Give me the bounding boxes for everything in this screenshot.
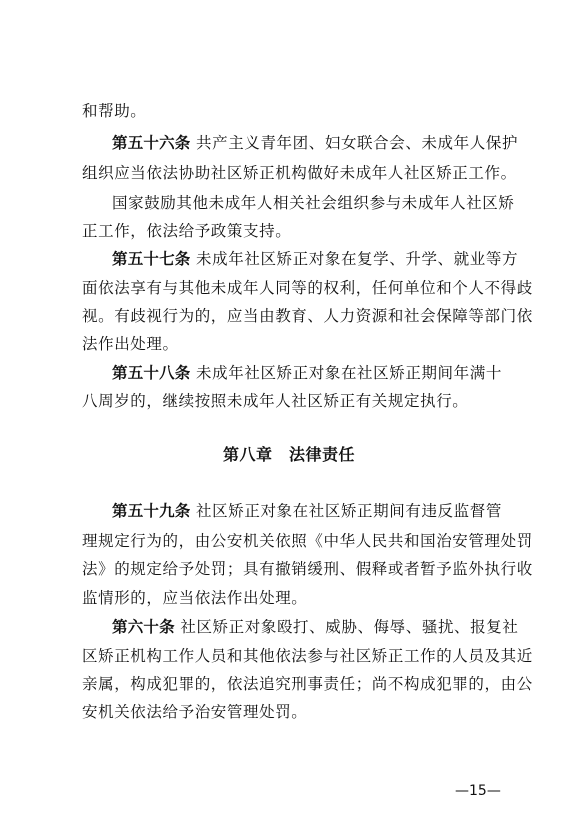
article-title: 第六十条	[112, 618, 175, 636]
article-56-line	[112, 133, 519, 153]
text-line: 和帮助。	[82, 102, 147, 120]
text-line: 面依法享有与其他未成年人同等的权利，任何单位和个人不得歧	[82, 279, 533, 297]
chapter-heading: 第八章 法律责任	[222, 445, 355, 464]
article-title: 第五十九条	[112, 502, 191, 520]
text-line: 法作出处理。	[82, 335, 179, 353]
text-line: 监情形的，应当依法作出处理。	[82, 589, 308, 607]
text-line: 安机关依法给予治安管理处罚。	[82, 703, 308, 721]
article-text: 社区矫正对象殴打、威胁、侮辱、骚扰、报复社	[180, 618, 519, 636]
article-title: 第五十六条	[112, 134, 191, 152]
text-line: 组织应当依法协助社区矫正机构做好未成年人社区矫正工作。	[82, 164, 517, 182]
article-text: 社区矫正对象在社区矫正期间有违反监督管	[196, 502, 502, 520]
article-58-line	[112, 363, 502, 383]
text-line: 八周岁的，继续按照未成年人社区矫正有关规定执行。	[82, 392, 469, 410]
article-text: 未成年社区矫正对象在社区矫正期间年满十	[196, 364, 502, 382]
article-title: 第五十八条	[112, 364, 191, 382]
text-line: 区矫正机构工作人员和其他依法参与社区矫正工作的人员及其近	[82, 647, 533, 665]
text-line: 法》的规定给予处罚；具有撤销缓刑、假释或者暂予监外执行收	[82, 560, 533, 578]
article-57-line	[112, 249, 519, 269]
text-line: 视。有歧视行为的，应当由教育、人力资源和社会保障等部门依	[82, 307, 533, 325]
text-line: 正工作，依法给予政策支持。	[82, 222, 292, 240]
article-59-line	[112, 501, 502, 521]
article-title: 第五十七条	[112, 250, 191, 268]
text-line: 理规定行为的，由公安机关依照《中华人民共和国治安管理处罚	[82, 532, 533, 550]
article-text: 共产主义青年团、妇女联合会、未成年人保护	[196, 134, 519, 152]
article-60-line	[112, 617, 519, 637]
text-line: 亲属，构成犯罪的，依法追究刑事责任；尚不构成犯罪的，由公	[82, 675, 533, 693]
page-number: —15—	[455, 783, 501, 799]
text-line: 国家鼓励其他未成年人相关社会组织参与未成年人社区矫	[112, 194, 515, 212]
article-text: 未成年社区矫正对象在复学、升学、就业等方	[196, 250, 519, 268]
